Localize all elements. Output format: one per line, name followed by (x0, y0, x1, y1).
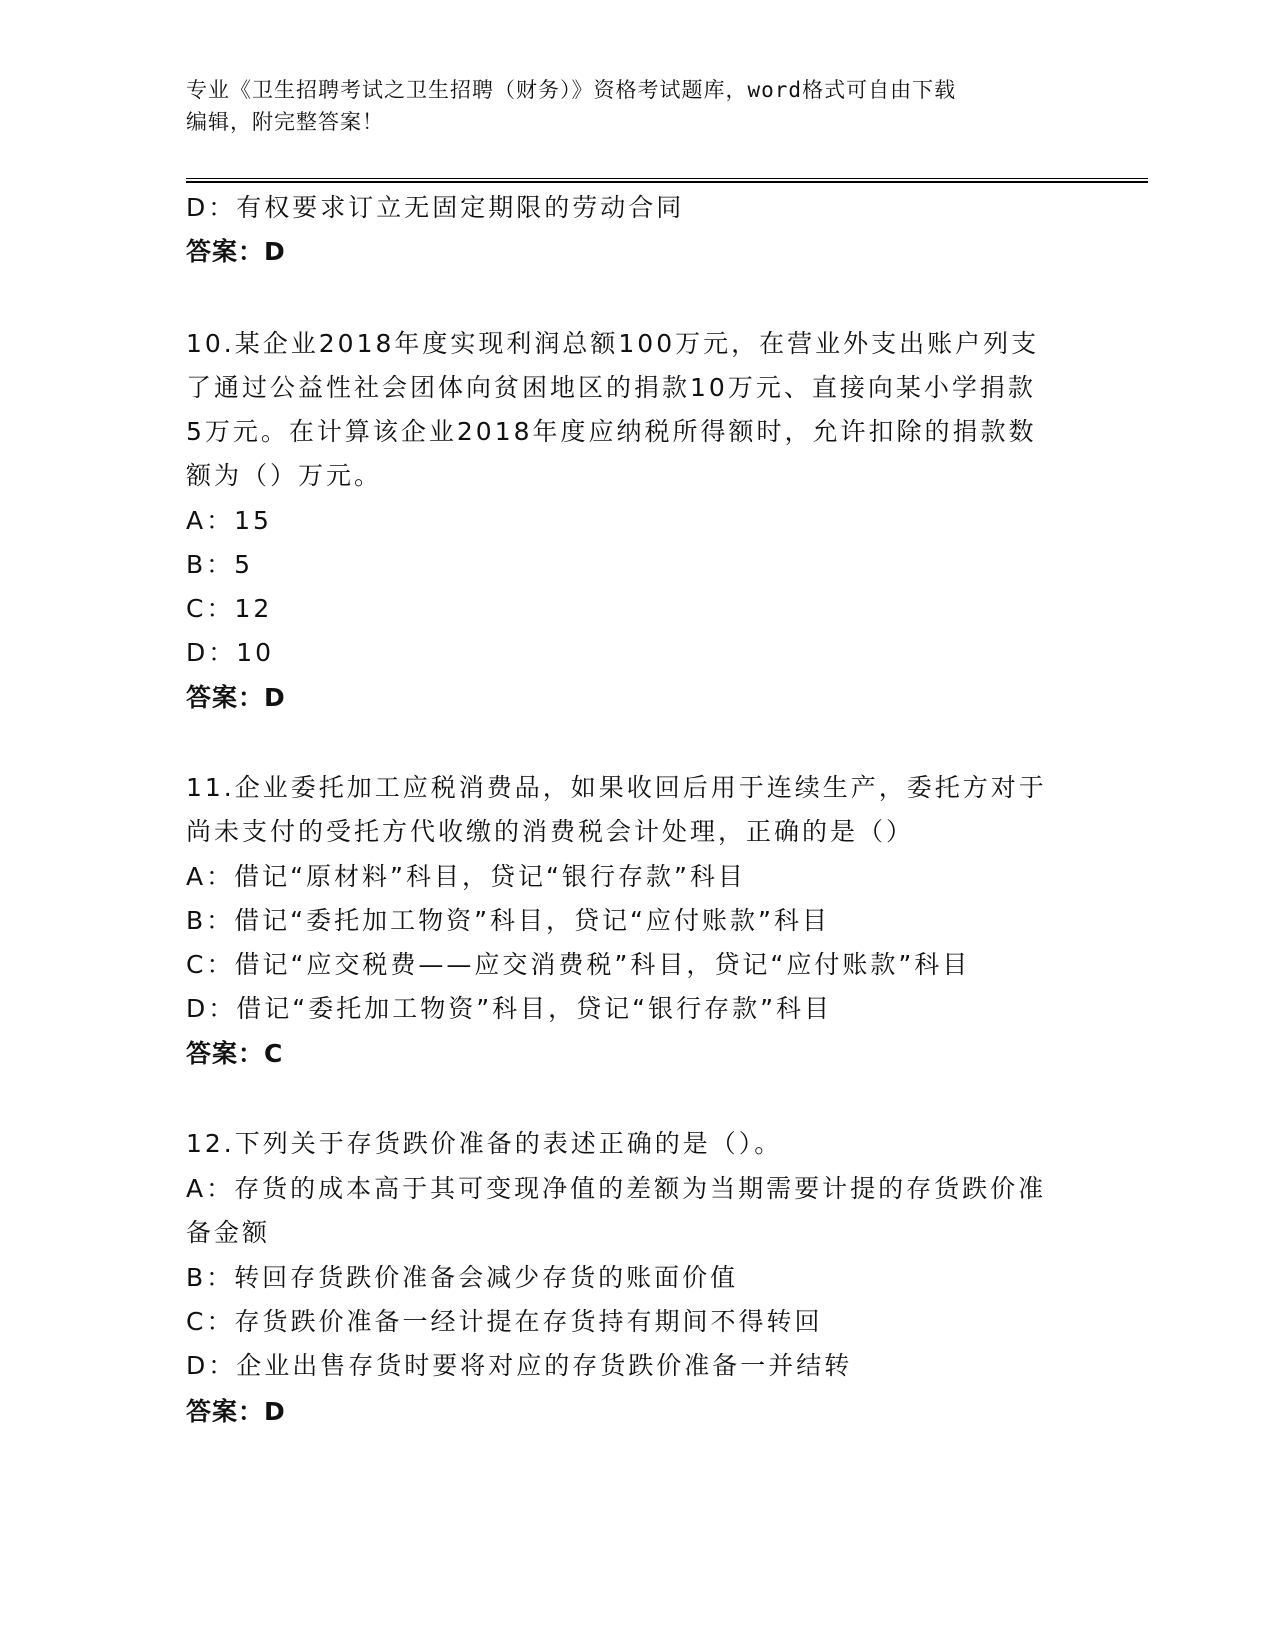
prev-question-answer: 答案：D (186, 237, 286, 266)
q11-option-b: B：借记“委托加工物资”科目，贷记“应付账款”科目 (186, 906, 830, 935)
q10-option-d: D：10 (186, 638, 275, 667)
q11-stem-line-1: 11.企业委托加工应税消费品，如果收回后用于连续生产，委托方对于 (186, 773, 1047, 802)
q11-option-a: A：借记“原材料”科目，贷记“银行存款”科目 (186, 862, 746, 891)
q11-stem-line-2: 尚未支付的受托方代收缴的消费税会计处理，正确的是（） (186, 817, 915, 846)
q12-option-a-line-2: 备金额 (186, 1218, 271, 1247)
q12-stem-line-1: 12.下列关于存货跌价准备的表述正确的是（）。 (186, 1129, 783, 1158)
header-divider (186, 178, 1148, 183)
q10-stem-line-4: 额为（）万元。 (186, 461, 383, 490)
header-line-1: 专业《卫生招聘考试之卫生招聘（财务）》资格考试题库，word格式可自由下载 (186, 78, 957, 102)
q10-option-b: B：5 (186, 550, 254, 579)
q10-stem-line-3: 5万元。在计算该企业2018年度应纳税所得额时，允许扣除的捐款数 (186, 417, 1037, 446)
q10-stem-line-1: 10.某企业2018年度实现利润总额100万元，在营业外支出账户列支 (186, 329, 1040, 358)
q10-option-a: A：15 (186, 506, 272, 535)
q12-option-b: B：转回存货跌价准备会减少存货的账面价值 (186, 1263, 739, 1292)
q10-stem-line-2: 了通过公益性社会团体向贫困地区的捐款10万元、直接向某小学捐款 (186, 373, 1036, 402)
q10-answer: 答案：D (186, 683, 286, 712)
prev-question-option-d: D：有权要求订立无固定期限的劳动合同 (186, 193, 685, 222)
q11-option-c: C：借记“应交税费——应交消费税”科目，贷记“应付账款”科目 (186, 950, 971, 979)
document-header (186, 74, 1086, 138)
header-line-2: 编辑，附完整答案！ (186, 110, 384, 134)
q12-option-a-line-1: A：存货的成本高于其可变现净值的差额为当期需要计提的存货跌价准 (186, 1174, 1047, 1203)
q11-option-d: D：借记“委托加工物资”科目，贷记“银行存款”科目 (186, 994, 833, 1023)
q10-option-c: C：12 (186, 594, 273, 623)
q12-option-d: D：企业出售存货时要将对应的存货跌价准备一并结转 (186, 1351, 853, 1380)
q11-answer: 答案：C (186, 1039, 284, 1068)
q12-answer: 答案：D (186, 1397, 286, 1426)
q12-option-c: C：存货跌价准备一经计提在存货持有期间不得转回 (186, 1307, 823, 1336)
